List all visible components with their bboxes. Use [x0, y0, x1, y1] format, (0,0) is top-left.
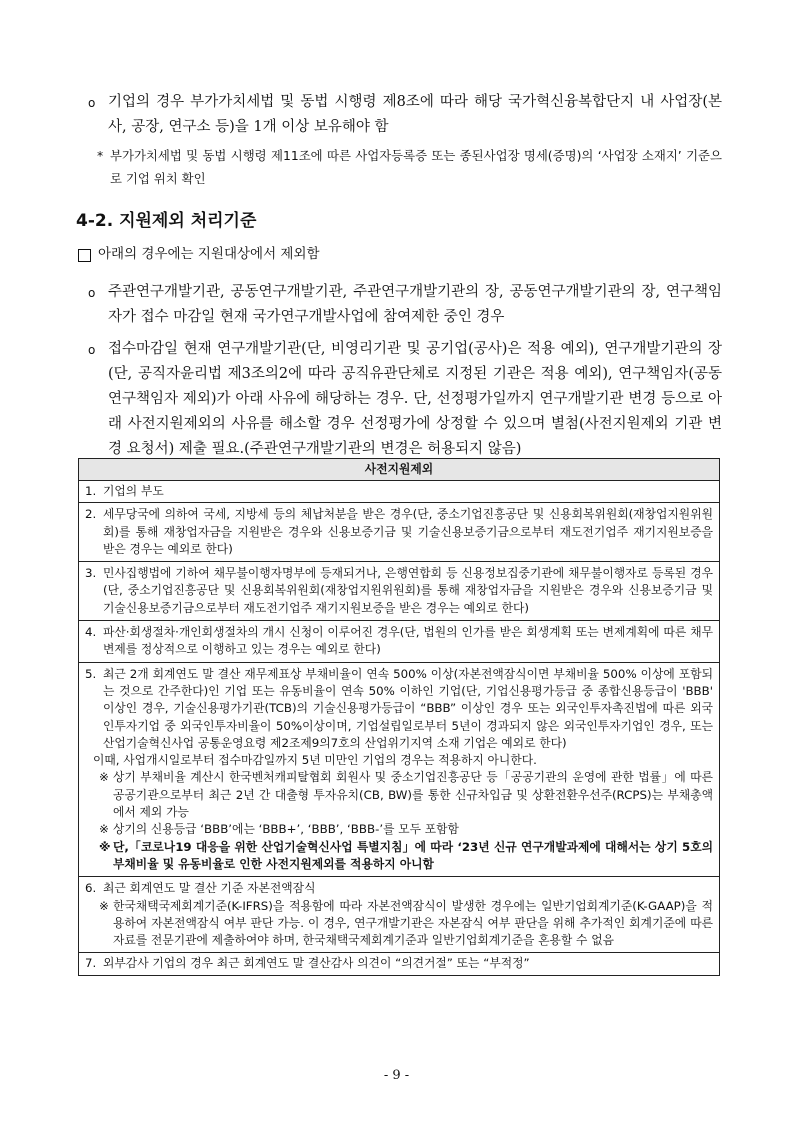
table-row	[79, 503, 720, 562]
row-note-text: 한국채택국제회계기준(K-IFRS)을 적용함에 따라 자본전액잠식이 발생한 경우에는 일반기업회계기준(K-GAAP)을 적용하여 자본전액잠식 여부 판단 가능. 이 경우, 연구개발기관은 자본잠식 여부 판단을 위해 추가적인 회계기준에 따른 자료를 전문기관에 제출하여야 하며, 한국채택국제회계기준과 일반기업회계기준을 혼용할 수 없음	[113, 898, 713, 948]
bullet-text: 접수마감일 현재 연구개발기관(단, 비영리기관 및 공기업(공사)은 적용 예외), 연구개발기관의 장(단, 공직자윤리법 제3조의2에 따라 공직유관단체로 지정된 기관은 적용 예외), 연구책임자(공동연구책임자 제외)가 아래 사유에 해당하는 경우. 단, 선정평가일까지 연구개발기관 변경 등으로 아래 사전지원제외의 사유를 해소할 경우 선정평가에 상정할 수 있으며 별첨(사전지원제외 기관 변경 요청서) 제출 필요.(주관연구개발기관의 변경은 허용되지 않음)	[108, 341, 722, 457]
table-row	[79, 662, 720, 877]
bullet-text: 주관연구개발기관, 공동연구개발기관, 주관연구개발기관의 장, 공동연구개발기관의 장, 연구책임자가 접수 마감일 현재 국가연구개발사업에 참여제한 중인 경우	[108, 284, 722, 325]
row-text: 최근 회계연도 말 결산 기준 자본전액잠식	[103, 881, 316, 896]
bullet-marker: o	[88, 343, 96, 357]
top-note-text: 부가가치세법 및 동법 시행령 제11조에 따른 사업자등록증 또는 종된사업장 명세(증명)의 ‘사업장 소재지’ 기준으로 기업 위치 확인	[110, 148, 722, 186]
row-number: 5.	[85, 666, 97, 681]
bullet-marker: o	[88, 286, 96, 300]
row-number: 6.	[85, 881, 97, 896]
row-number: 4.	[85, 625, 97, 640]
row-text: 파산·회생절차·개인회생절차의 개시 신청이 이루어진 경우(단, 법원의 인가를 받은 회생계획 또는 변제계획에 따른 채무변제를 정상적으로 이행하고 있는 경우는 예외로 한다)	[103, 625, 713, 657]
row-number: 3.	[85, 566, 97, 581]
note-marker: ※	[99, 839, 111, 854]
note-marker: *	[97, 148, 104, 163]
row-number: 7.	[85, 956, 97, 971]
note-marker: ※	[99, 770, 109, 785]
table-row	[79, 562, 720, 621]
lead-text: 아래의 경우에는 지원대상에서 제외함	[98, 246, 320, 262]
row-text: 최근 2개 회계연도 말 결산 재무제표상 부채비율이 연속 500% 이상(자본전액잠식이면 부채비율 500% 이상에 포함되는 것으로 간주한다)인 기업 또는 유동비율이 연속 50% 이하인 기업(단, 기업신용평가등급 중 종합신용등급이 'BBB' 이상인 경우, 기술신용평가기관(TCB)의 기술신용평가등급이 “BBB” 이상인 경우 또는 외국인투자촉진법에 따른 외국인투자기업 중 외국인투자비율이 50%이상이며, 기업설립일로부터 5년이 경과되지 않은 외국인투자기업인 경우, 또는 산업기술혁신사업 공통운영요령 제2조제9의7호의 산업위기지역 소재 기업은 예외로 한다)	[103, 666, 713, 750]
note-marker: ※	[99, 898, 109, 913]
section-heading: 4-2. 지원제외 처리기준	[76, 211, 257, 231]
row-number: 1.	[85, 484, 97, 498]
exclusion-table	[78, 458, 720, 976]
table-row	[79, 621, 720, 663]
row-note-text: 상기의 신용등급 ‘BBB’에는 ‘BBB+’, ‘BBB’, ‘BBB-’를 모두 포함함	[113, 822, 459, 837]
row-number: 2.	[85, 507, 97, 522]
page-number: - 9 -	[383, 1068, 410, 1083]
table-header: 사전지원제외	[79, 459, 720, 481]
table-row	[79, 877, 720, 953]
row-note-text: 상기 부채비율 계산시 한국벤처캐피탈협회 회원사 및 중소기업진흥공단 등「공공기관의 운영에 관한 법률」에 따른 공공기관으로부터 최근 2년 간 대출형 투자유치(CB, BW)를 통한 신규차입금 및 상환전환우선주(RCPS)는 부채총액에서 제외 가능	[113, 770, 713, 820]
note-marker: ※	[99, 822, 109, 837]
top-bullet-text: 기업의 경우 부가가치세법 및 동법 시행령 제8조에 따라 해당 국가혁신융복합단지 내 사업장(본사, 공장, 연구소 등)을 1개 이상 보유해야 함	[108, 94, 722, 135]
table-row	[79, 953, 720, 975]
table-row	[79, 481, 720, 503]
row-text: 기업의 부도	[103, 484, 164, 498]
row-text: 민사집행법에 기하여 채무불이행자명부에 등재되거나, 은행연합회 등 신용정보집중기관에 채무불이행자로 등록된 경우(단, 중소기업진흥공단 및 신용회복위원회(재창업지원위원회)를 통해 재창업자금을 지원받은 경우와 신용보증기금 및 기술신용보증기금으로부터 재도전기업주 재기지원보증을 받은 경우는 예외로 한다)	[103, 566, 713, 615]
checkbox-square-icon	[78, 249, 91, 262]
row-text: 외부감사 기업의 경우 최근 회계연도 말 결산감사 의견이 “의견거절” 또는 “부적정”	[103, 956, 530, 971]
row-note-text-bold: 단,「코로나19 대응을 위한 산업기술혁신사업 특별지침」에 따라 ‘23년 신규 연구개발과제에 대해서는 상기 5호의 부채비율 및 유동비율로 인한 사전지원제외를 적용하지 아니함	[113, 839, 713, 871]
bullet-marker: o	[88, 96, 96, 110]
row-text: 세무당국에 의하여 국세, 지방세 등의 체납처분을 받은 경우(단, 중소기업진흥공단 및 신용회복위원회(재창업지원위원회)를 통해 재창업자금을 지원받은 경우와 신용보증기금 및 기술신용보증기금으로부터 재도전기업주 재기지원보증을 받은 경우는 예외로 한다)	[103, 507, 713, 556]
row-extra-text: 이때, 사업개시일로부터 접수마감일까지 5년 미만인 기업의 경우는 적용하지 아니한다.	[93, 753, 537, 768]
